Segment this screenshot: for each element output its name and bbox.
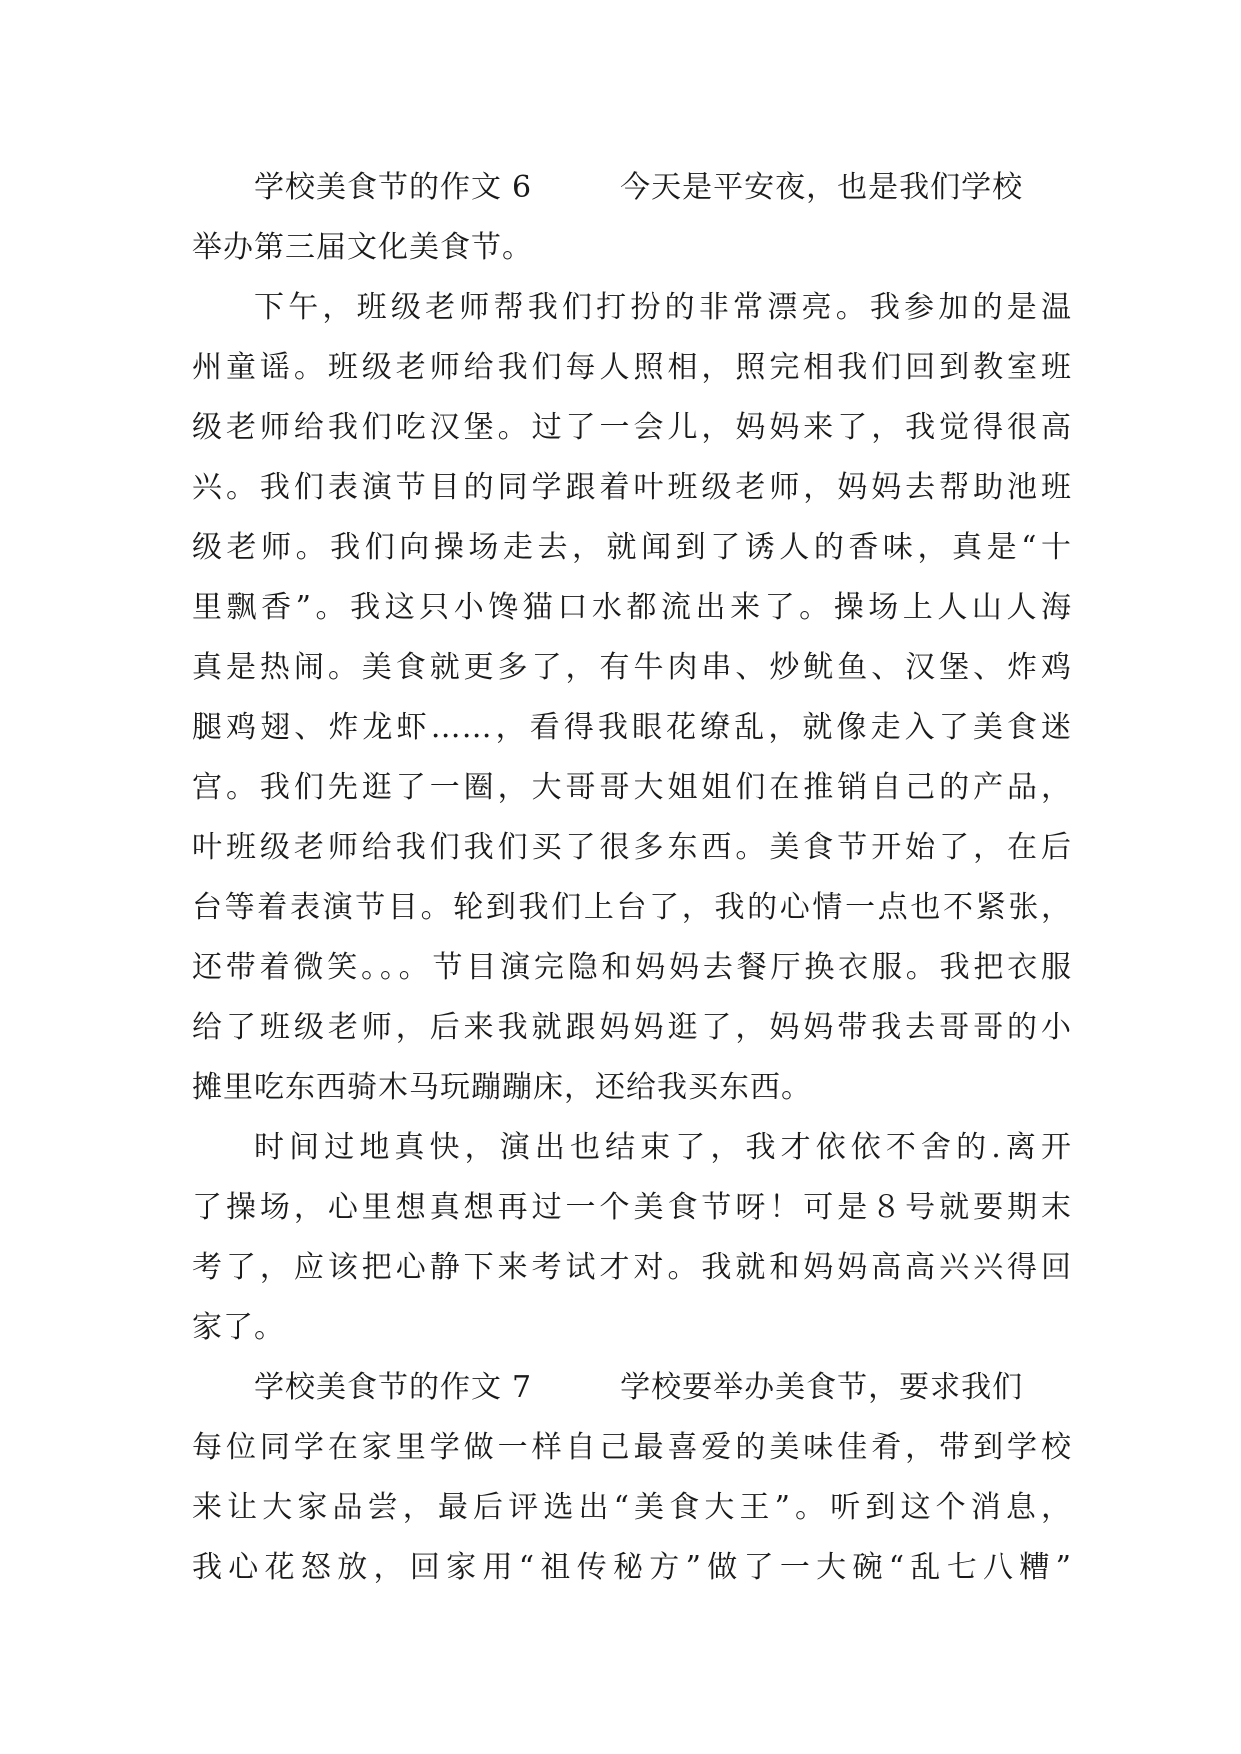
- paragraph-line: 我心花怒放，回家用“祖传秘方”做了一大碗“乱七八糟”: [192, 1550, 1072, 1585]
- paragraph-line: 给了班级老师，后来我就跟妈妈逛了，妈妈带我去哥哥的小: [192, 1010, 1072, 1045]
- essay-6-title: 学校美食节的作文: [254, 170, 502, 205]
- paragraph-line: 每位同学在家里学做一样自己最喜爱的美味佳肴，带到学校: [192, 1430, 1072, 1465]
- essay-6-intro-line1: 今天是平安夜，也是我们学校: [620, 170, 1024, 205]
- essay-6-heading-line: [192, 158, 1072, 218]
- paragraph-line: 下午，班级老师帮我们打扮的非常漂亮。我参加的是温: [254, 290, 1072, 325]
- paragraph-line: 还带着微笑。。。节目演完隐和妈妈去餐厅换衣服。我把衣服: [192, 950, 1072, 985]
- paragraph-line: 级老师给我们吃汉堡。过了一会儿，妈妈来了，我觉得很高: [192, 410, 1072, 445]
- paragraph-line: 了操场，心里想真想再过一个美食节呀！可是８号就要期末: [192, 1190, 1072, 1225]
- essay-7-title: 学校美食节的作文: [254, 1370, 502, 1405]
- essay-text-block: [192, 158, 1072, 1598]
- paragraph-line: 叶班级老师给我们我们买了很多东西。美食节开始了，在后: [192, 830, 1072, 865]
- essay-6-number: 6: [512, 170, 533, 205]
- paragraph-line: 考了，应该把心静下来考试才对。我就和妈妈高高兴兴得回: [192, 1250, 1072, 1285]
- paragraph-line: 州童谣。班级老师给我们每人照相，照完相我们回到教室班: [192, 350, 1072, 385]
- essay-7-number: 7: [512, 1370, 533, 1405]
- paragraph-line: 真是热闹。美食就更多了，有牛肉串、炒鱿鱼、汉堡、炸鸡: [192, 650, 1072, 685]
- paragraph-line: 摊里吃东西骑木马玩蹦蹦床，还给我买东西。: [192, 1070, 812, 1105]
- paragraph-line: 腿鸡翅、炸龙虾……，看得我眼花缭乱，就像走入了美食迷: [192, 710, 1072, 745]
- paragraph-line: 台等着表演节目。轮到我们上台了，我的心情一点也不紧张，: [192, 890, 1072, 925]
- essay-7-heading-line: [192, 1358, 1072, 1418]
- paragraph-line: 家了。: [192, 1310, 285, 1345]
- paragraph-line: 兴。我们表演节目的同学跟着叶班级老师，妈妈去帮助池班: [192, 470, 1072, 505]
- paragraph-line: 宫。我们先逛了一圈，大哥哥大姐姐们在推销自己的产品，: [192, 770, 1072, 805]
- essay-6-intro-line2: 举办第三届文化美食节。: [192, 230, 533, 265]
- paragraph-line: 级老师。我们向操场走去，就闻到了诱人的香味，真是“十: [192, 530, 1072, 565]
- paragraph-line: 里飘香”。我这只小馋猫口水都流出来了。操场上人山人海: [192, 590, 1072, 625]
- paragraph-line: 时间过地真快，演出也结束了，我才依依不舍的.离开: [254, 1130, 1072, 1165]
- paragraph-line: 来让大家品尝，最后评选出“美食大王”。听到这个消息，: [192, 1490, 1072, 1525]
- essay-7-intro-line1: 学校要举办美食节，要求我们: [620, 1370, 1024, 1405]
